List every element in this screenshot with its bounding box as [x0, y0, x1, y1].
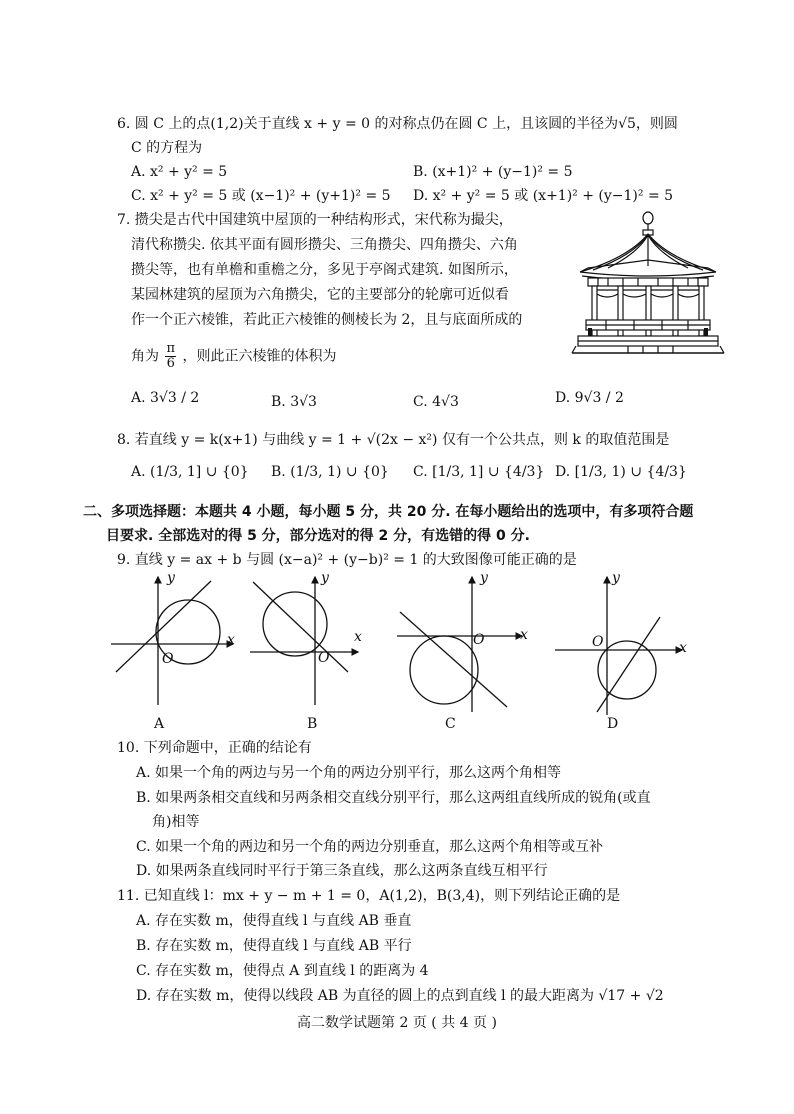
q7-option-d: D. 9√3 / 2: [555, 390, 624, 406]
q9-b-x-label: x: [354, 629, 362, 645]
q7-line4: 某园林建筑的屋顶为六角攒尖，它的主要部分的轮廓可近似看: [131, 287, 509, 303]
q9-label-b: B: [307, 716, 318, 732]
q10-option-b-line1: B. 如果两条相交直线和另两条相交直线分别平行，那么这两组直线所成的锐角(或直: [136, 790, 651, 806]
q9-d-x-label: x: [679, 640, 687, 656]
q11-option-b: B. 存在实数 m，使得直线 l 与直线 AB 平行: [136, 938, 412, 954]
q7-line3: 攒尖等，也有单檐和重檐之分，多见于亭阁式建筑. 如图所示，: [131, 262, 518, 278]
q7-option-a: A. 3√3 / 2: [131, 390, 200, 406]
section2-heading-line2: 目要求. 全部选对的得 5 分，部分选对的得 2 分，有选错的得 0 分.: [106, 528, 530, 544]
q8-option-d: D. [1/3, 1) ∪ {4/3}: [555, 464, 687, 480]
q7-option-b: B. 3√3: [271, 394, 317, 410]
q11-option-a: A. 存在实数 m，使得直线 l 与直线 AB 垂直: [136, 913, 412, 929]
q7-option-c: C. 4√3: [413, 394, 459, 410]
q9-c-y-label: y: [480, 570, 488, 586]
q10-stem: 10. 下列命题中，正确的结论有: [117, 740, 312, 756]
q7-line6-prefix: 角为: [131, 348, 159, 365]
page-footer: 高二数学试题第 2 页 ( 共 4 页 ): [297, 1015, 497, 1031]
q7-line2: 清代称攒尖. 依其平面有圆形攒尖、三角攒尖、四角攒尖、六角: [131, 237, 518, 253]
pavilion-illustration: [568, 208, 728, 356]
q10-option-c: C. 如果一个角的两边和另一个角的两边分别垂直，那么这两个角相等或互补: [136, 839, 604, 855]
section2-heading-line1: 二、多项选择题：本题共 4 小题，每小题 5 分，共 20 分. 在每小题给出的选项中，有多项符合题: [83, 504, 694, 520]
q9-graph-d: [552, 572, 692, 717]
q7-line1: 7. 攒尖是古代中国建筑中屋顶的一种结构形式，宋代称为撮尖，: [117, 212, 513, 228]
q9-c-x-label: x: [520, 627, 528, 643]
q9-d-y-label: y: [612, 570, 620, 586]
q7-line6: [131, 342, 336, 371]
q10-option-a: A. 如果一个角的两边与另一个角的两边分别平行，那么这两个角相等: [136, 765, 562, 781]
q9-graph-c: [392, 572, 532, 717]
q6-option-a: A. x² + y² = 5: [131, 164, 228, 180]
q9-a-y-label: y: [167, 570, 175, 586]
q9-c-origin: O: [473, 632, 485, 648]
q8-option-b: B. (1/3, 1) ∪ {0}: [271, 464, 389, 480]
q11-option-d: D. 存在实数 m，使得以线段 AB 为直径的圆上的点到直线 l 的最大距离为 √17 + √2: [136, 988, 664, 1004]
q7-angle-fraction: [165, 342, 176, 371]
q6-option-c: C. x² + y² = 5 或 (x−1)² + (y+1)² = 5: [131, 188, 391, 204]
q6-option-d: D. x² + y² = 5 或 (x+1)² + (y−1)² = 5: [413, 188, 674, 204]
q7-fraction-num: π: [166, 341, 175, 356]
q6-stem-line2: C 的方程为: [131, 140, 203, 156]
q9-label-c: C: [445, 716, 456, 732]
q9-a-origin: O: [162, 651, 174, 667]
q8-stem: 8. 若直线 y = k(x+1) 与曲线 y = 1 + √(2x − x²) 仅有一个公共点，则 k 的取值范围是: [117, 432, 670, 448]
q6-stem-line1: 6. 圆 C 上的点(1,2)关于直线 x + y = 0 的对称点仍在圆 C 上，且该圆的半径为√5，则圆: [117, 116, 678, 132]
q10-option-b-line2: 角)相等: [152, 814, 200, 830]
q7-line5: 作一个正六棱锥，若此正六棱锥的侧棱长为 2，且与底面所成的: [131, 312, 523, 328]
q7-line6-suffix: ，则此正六棱锥的体积为: [182, 348, 337, 365]
q8-option-a: A. (1/3, 1] ∪ {0}: [131, 464, 249, 480]
q11-stem: 11. 已知直线 l：mx + y − m + 1 = 0，A(1,2)，B(3,4)，则下列结论正确的是: [117, 888, 621, 904]
q9-b-y-label: y: [321, 570, 329, 586]
q10-option-d: D. 如果两条直线同时平行于第三条直线，那么这两条直线互相平行: [136, 863, 548, 879]
q9-stem: 9. 直线 y = ax + b 与圆 (x−a)² + (y−b)² = 1 的大致图像可能正确的是: [117, 552, 577, 568]
q7-fraction-den: 6: [166, 356, 175, 371]
q9-label-a: A: [154, 716, 165, 732]
q9-d-origin: O: [592, 634, 604, 650]
q9-label-d: D: [607, 716, 619, 732]
q11-option-c: C. 存在实数 m，使得点 A 到直线 l 的距离为 4: [136, 963, 429, 979]
q8-option-c: C. [1/3, 1] ∪ {4/3}: [413, 464, 545, 480]
q6-option-b: B. (x+1)² + (y−1)² = 5: [413, 164, 573, 180]
q9-b-origin: O: [318, 650, 330, 666]
q9-a-x-label: x: [227, 632, 235, 648]
